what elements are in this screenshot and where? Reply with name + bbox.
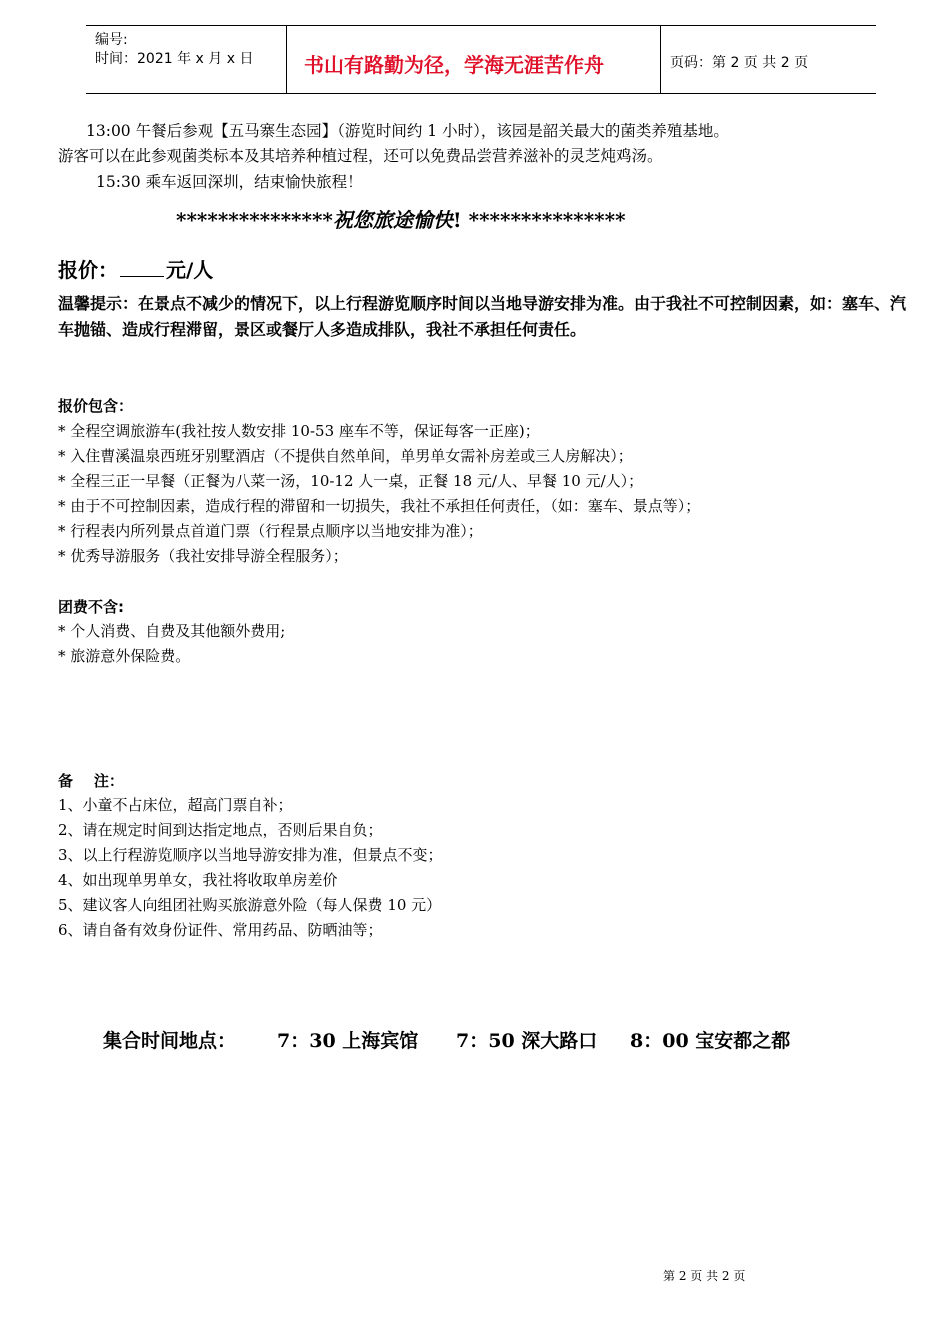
header-motto: 书山有路勤为径，学海无涯苦作舟 xyxy=(304,53,604,77)
list-item: * 优秀导游服务（我社安排导游全程服务）； xyxy=(58,547,348,565)
list-item: * 旅游意外保险费。 xyxy=(58,647,191,665)
wish-line xyxy=(176,204,626,233)
wish-stars-right: *************** xyxy=(468,208,626,232)
price-label: 报价： xyxy=(58,258,118,282)
price-line xyxy=(58,254,213,283)
list-item: * 行程表内所列景点首道门票（行程景点顺序以当地安排为准）； xyxy=(58,522,483,540)
list-item: 6、请自备有效身份证件、常用药品、防晒油等； xyxy=(58,921,383,939)
price-blank xyxy=(120,262,164,277)
list-item: 1、小童不占床位，超高门票自补； xyxy=(58,796,293,814)
list-item: * 个人消费、自费及其他额外费用; xyxy=(58,622,286,640)
includes-title: 报价包含： xyxy=(58,397,134,415)
itinerary-line-1: 13:00 午餐后参观【五马寨生态园】（游览时间约 1 小时），该园是韶关最大的菌类养殖基地。 xyxy=(86,122,729,140)
header-divider xyxy=(660,26,661,93)
list-item: 2、请在规定时间到达指定地点，否则后果自负； xyxy=(58,821,383,839)
price-unit: 元/人 xyxy=(166,258,214,282)
wish-stars-left: *************** xyxy=(176,208,333,232)
notes-title: 备 注： xyxy=(58,772,124,790)
header-divider xyxy=(286,26,287,93)
list-item: * 全程三正一早餐（正餐为八菜一汤，10-12 人一桌，正餐 18 元/人、早餐 10 元/人）； xyxy=(58,472,644,490)
time-label: 时间：2021 年 x 月 x 日 xyxy=(95,51,254,67)
itinerary-line-3: 15:30 乘车返回深圳，结束愉快旅程！ xyxy=(96,173,363,191)
gather-point-2: 7：50 深大路口 xyxy=(456,1030,598,1052)
header-table xyxy=(86,25,876,94)
list-item: 5、建议客人向组团社购买旅游意外险（每人保费 10 元） xyxy=(58,896,442,914)
page-label: 页码：第 2 页 共 2 页 xyxy=(670,55,809,71)
itinerary-line-2: 游客可以在此参观菌类标本及其培养种植过程，还可以免费品尝营养滋补的灵芝炖鸡汤。 xyxy=(58,147,663,165)
excludes-title: 团费不含: xyxy=(58,598,124,616)
gather-point-3: 8：00 宝安都之都 xyxy=(630,1030,791,1052)
wish-mark: ! xyxy=(452,208,462,232)
gather-label: 集合时间地点： xyxy=(103,1030,237,1052)
gather-point-1: 7：30 上海宾馆 xyxy=(277,1030,419,1052)
list-item: 3、以上行程游览顺序以当地导游安排为准，但景点不变； xyxy=(58,846,443,864)
warm-tip: 温馨提示：在景点不减少的情况下，以上行程游览顺序时间以当地导游安排为准。由于我社不可控制因素，如：塞车、汽车抛锚、造成行程滞留，景区或餐厅人多造成排队，我社不承担任何责任。 xyxy=(58,294,907,339)
serial-label: 编号: xyxy=(95,32,128,48)
wish-text: 祝您旅途愉快 xyxy=(332,208,453,232)
list-item: 4、如出现单男单女，我社将收取单房差价 xyxy=(58,871,338,889)
list-item: * 入住曹溪温泉西班牙别墅酒店（不提供自然单间，单男单女需补房差或三人房解决）； xyxy=(58,447,633,465)
list-item: * 全程空调旅游车(我社按人数安排 10-53 座车不等，保证每客一正座)； xyxy=(58,422,540,440)
list-item: * 由于不可控制因素，造成行程的滞留和一切损失，我社不承担任何责任，（如：塞车、景点等）； xyxy=(58,497,701,515)
page-footer: 第 2 页 共 2 页 xyxy=(663,1269,746,1283)
